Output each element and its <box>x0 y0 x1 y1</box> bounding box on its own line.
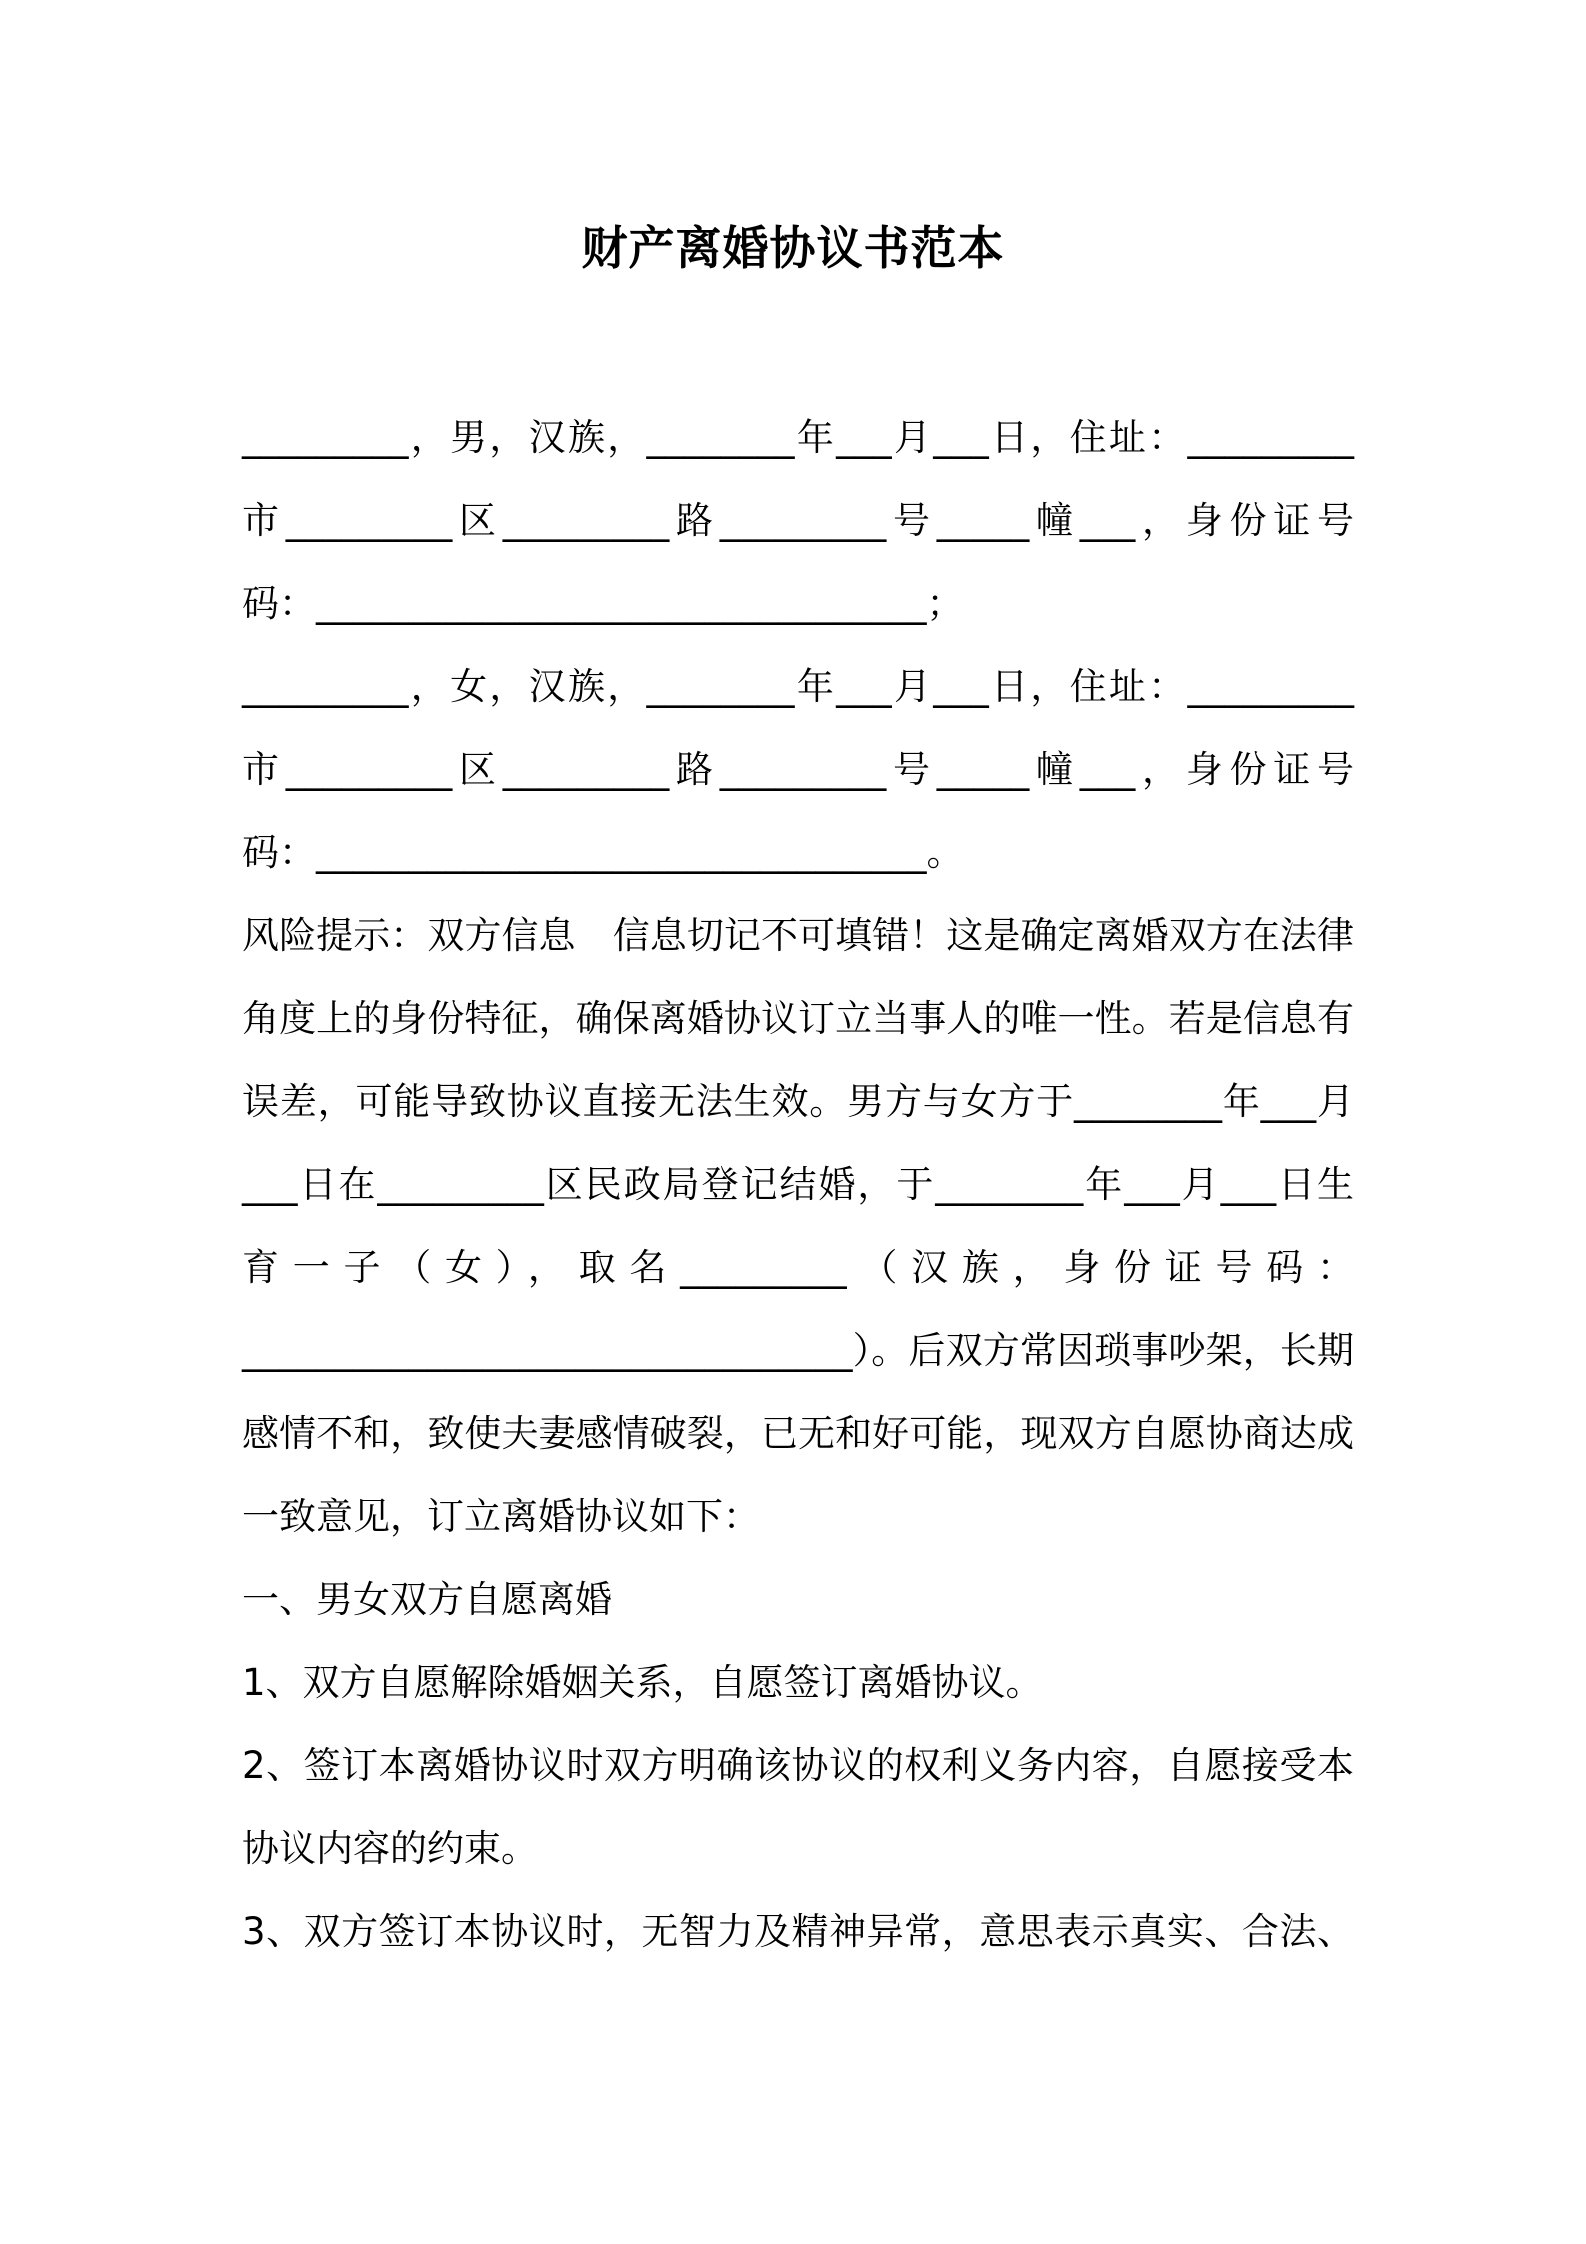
text-line-child-1: 育一子（女），取名_________（汉族，身份证号码： <box>242 1246 1354 1289</box>
text-line-male-id: 码：_________________________________； <box>242 582 964 625</box>
clause-2-line-2: 协议内容的约束。 <box>242 1827 538 1870</box>
text-line-child-2: _________________________________）。后双方常因琐事吵架，长期 <box>242 1329 1354 1372</box>
text-line-risk-2: 角度上的身份特征，确保离婚协议订立当事人的唯一性。若是信息有 <box>242 997 1354 1040</box>
text-line-female-id: 码：_________________________________。 <box>242 831 964 874</box>
document-title: 财产离婚协议书范本 <box>581 221 1005 275</box>
clause-2-line-1: 2、签订本离婚协议时双方明确该协议的权利义务内容，自愿接受本 <box>242 1744 1354 1787</box>
text-line-agreement-2: 一致意见，订立离婚协议如下： <box>242 1495 760 1538</box>
clause-1: 1、双方自愿解除婚姻关系，自愿签订离婚协议。 <box>242 1661 1043 1704</box>
section-heading-1: 一、男女双方自愿离婚 <box>242 1578 612 1621</box>
text-line-male-info: _________，男，汉族，________年___月___日，住址：_________ <box>242 416 1354 459</box>
text-line-male-address: 市_________区_________路_________号_____幢___，身份证号 <box>242 499 1354 542</box>
text-line-marriage-2: ___日在_________区民政局登记结婚，于________年___月___日生 <box>242 1163 1354 1206</box>
text-line-risk-1: 风险提示：双方信息 信息切记不可填错！这是确定离婚双方在法律 <box>242 914 1354 957</box>
text-line-marriage-1: 误差，可能导致协议直接无法生效。男方与女方于________年___月 <box>242 1080 1354 1123</box>
text-line-female-info: _________，女，汉族，________年___月___日，住址：_________ <box>242 665 1354 708</box>
clause-3: 3、双方签订本协议时，无智力及精神异常，意思表示真实、合法、 <box>242 1910 1354 1953</box>
text-line-agreement-1: 感情不和，致使夫妻感情破裂，已无和好可能，现双方自愿协商达成 <box>242 1412 1354 1455</box>
text-line-female-address: 市_________区_________路_________号_____幢___，身份证号 <box>242 748 1354 791</box>
